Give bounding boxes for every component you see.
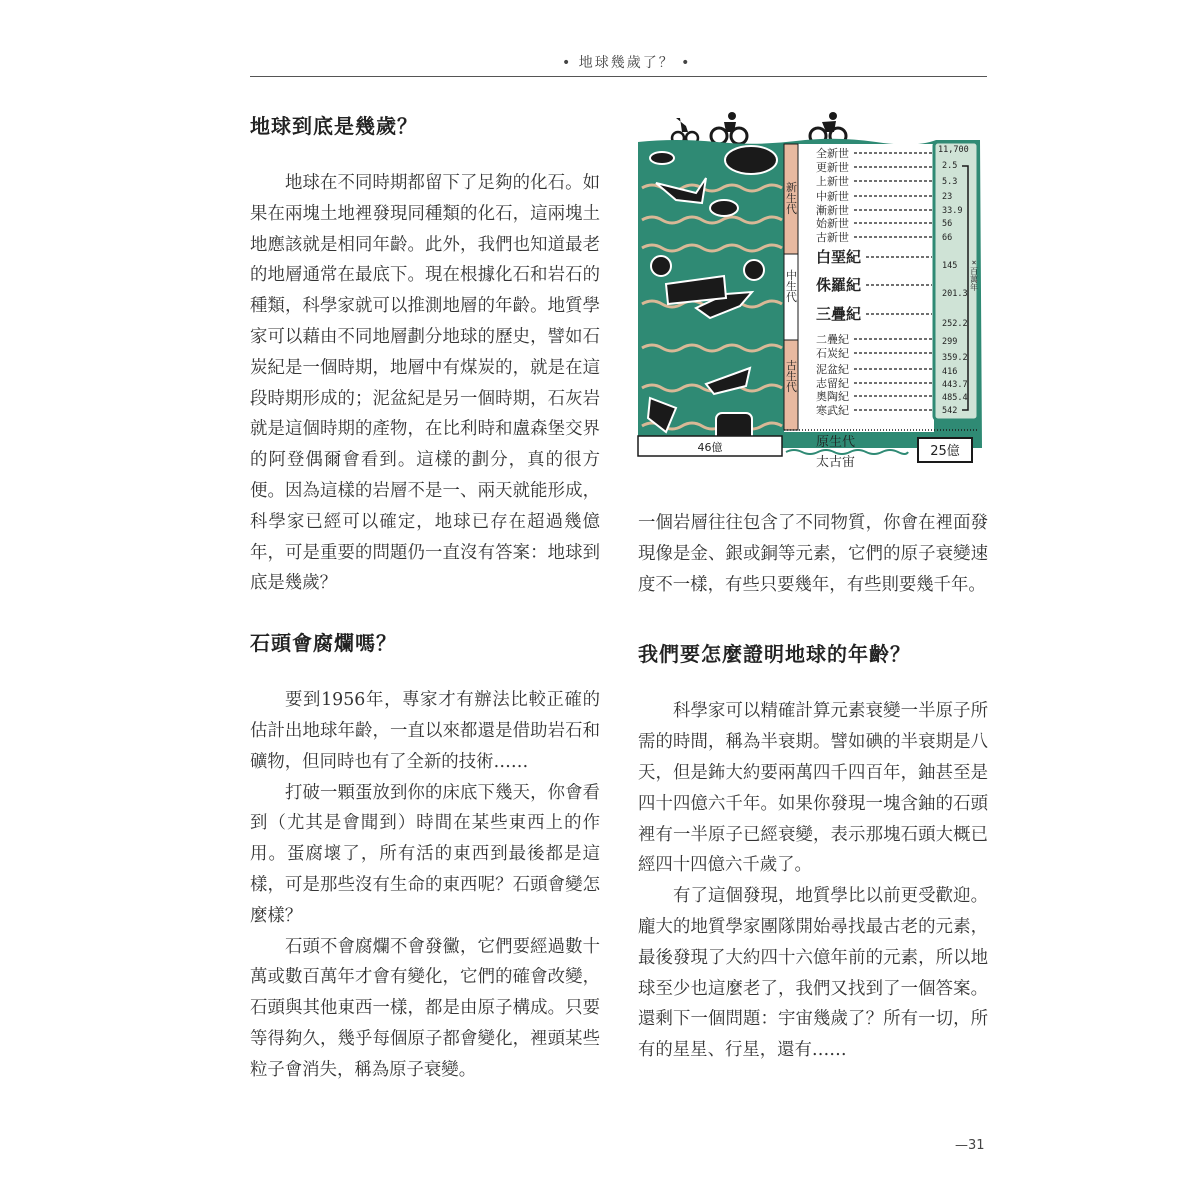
- age-value: 145: [942, 261, 958, 271]
- body-paragraph: 有了這個發現，地質學比以前更受歡迎。龐大的地質學家團隊開始尋找最古老的元素，最後發現了大約四十六億年前的元素，所以地球至少也這麼老了，我們又找到了一個答案。還剩下一個問題：宇宙幾歲了？所有一切，所有的星星、行星，還有……: [638, 886, 988, 1061]
- shell-fossil-icon: [744, 260, 764, 280]
- period-label: 志留紀: [816, 377, 849, 390]
- period-label: 侏羅紀: [816, 276, 862, 294]
- period-label: 石炭紀: [816, 347, 849, 360]
- running-title: • 地球幾歲了？ •: [562, 55, 692, 71]
- cyclist-icon: [711, 112, 747, 144]
- period-label: 奧陶紀: [816, 390, 849, 403]
- section-heading-rocks-rot: 石頭會腐爛嗎？: [250, 631, 397, 656]
- age-value: 416: [942, 367, 958, 377]
- period-label: 寒武紀: [816, 404, 849, 417]
- period-label: 三疊紀: [816, 305, 862, 323]
- age-value: 359.2: [942, 353, 968, 363]
- period-label: 白堊紀: [816, 248, 862, 266]
- body-paragraph: 地球在不同時期都留下了足夠的化石。如果在兩塊土地裡發現同種類的化石，這兩塊土地應該就是相同年齡。此外，我們也知道最老的地層通常在最底下。現在根據化石和岩石的種類，科學家就可以推測地層的年齡。地質學家可以藉由不同地層劃分地球的歷史，譬如石炭紀是一個時期，地層中有煤炭的，就是在這段時期形成的；泥盆紀是另一個時期，石灰岩就是這個時期的產物，在比利時和盧森堡交界的阿登偶爾會看到。這樣的劃分，真的很方便。因為這樣的岩層不是一、兩天就能形成，科學家已經可以確定，地球已存在超過幾億年，可是重要的問題仍一直沒有答案：地球到底是幾歲？: [250, 173, 600, 594]
- epoch-label: 始新世: [816, 217, 849, 230]
- leaf-fossil-icon: [650, 152, 674, 164]
- period-label: 泥盆紀: [816, 363, 849, 376]
- body-paragraph: 要到1956年，專家才有辦法比較正確的估計出地球年齡，一直以來都還是借助岩石和礦物，但同時也有了全新的技術……: [250, 690, 600, 772]
- body-paragraph: 一個岩層往往包含了不同物質，你會在裡面發現像是金、銀或銅等元素，它們的原子衰變速度不一樣，有些只要幾年，有些則要幾千年。: [638, 513, 988, 595]
- age-value: 485.4: [942, 393, 968, 403]
- eon-lower-label: 太古宙: [816, 455, 856, 470]
- age-value: 443.7: [942, 380, 968, 390]
- bottom-age-label: 46億: [697, 441, 723, 454]
- trilobite-fossil-icon: [725, 146, 777, 174]
- eon-upper-label: 原生代: [816, 435, 856, 450]
- age-value: 201.3: [942, 289, 968, 299]
- wavy-arrow: [786, 450, 908, 454]
- epoch-label: 漸新世: [816, 204, 849, 217]
- age-value: 252.2: [942, 319, 968, 329]
- right-column: [638, 508, 988, 1066]
- section-heading-prove-age: 我們要怎麼證明地球的年齡？: [638, 642, 911, 667]
- timescale-svg: [636, 108, 988, 470]
- era-label-mesozoic: 中生代: [784, 269, 798, 303]
- age-value: 56: [942, 219, 953, 229]
- skull-fossil-icon: [710, 200, 738, 216]
- age-value: 542: [942, 406, 958, 416]
- epoch-label: 上新世: [816, 175, 849, 188]
- age-value: 33.9: [942, 206, 963, 216]
- age-value: 66: [942, 233, 953, 243]
- age-value: 2.5: [942, 161, 958, 171]
- epoch-label: 古新世: [816, 231, 849, 244]
- era-label-paleozoic: 古生代: [784, 359, 798, 393]
- epoch-label: 全新世: [816, 147, 849, 160]
- era-label-cenozoic: 新生代: [784, 181, 798, 215]
- period-label: 二疊紀: [816, 333, 849, 346]
- age-value: 23: [942, 192, 953, 202]
- unit-label: ×百萬年: [969, 258, 979, 291]
- age-value: 5.3: [942, 177, 958, 187]
- age-box-label: 25億: [930, 444, 960, 459]
- era-labels: [785, 181, 798, 393]
- page-number: —31: [955, 1138, 985, 1153]
- age-value: 11,700: [938, 145, 969, 155]
- body-paragraph: 打破一顆蛋放到你的床底下幾天，你會看到（尤其是會聞到）時間在某些東西上的作用。蛋腐壞了，所有活的東西到最後都是這樣，可是那些沒有生命的東西呢？石頭會變怎麼樣？: [250, 782, 600, 926]
- age-value: 299: [942, 337, 958, 347]
- body-paragraph: 石頭不會腐爛不會發黴，它們要經過數十萬或數百萬年才會有變化，它們的確會改變，石頭與其他東西一樣，都是由原子構成。只要等得夠久，幾乎每個原子都會變化，裡頭某些粒子會消失，稱為原子衰變。: [250, 936, 600, 1080]
- epoch-label: 更新世: [816, 161, 849, 174]
- geologic-timescale-illustration: [636, 108, 988, 470]
- ammonite-fossil-icon: [651, 256, 671, 276]
- epoch-label: 中新世: [816, 190, 849, 203]
- left-column: [250, 112, 600, 1086]
- section-heading-earth-age: 地球到底是幾歲？: [250, 114, 418, 138]
- running-header: [250, 48, 987, 77]
- body-paragraph: 科學家可以精確計算元素衰變一半原子所需的時間，稱為半衰期。譬如碘的半衰期是八天，但是鈽大約要兩萬四千四百年，鈾甚至是四十四億六千年。如果你發現一塊含鈾的石頭裡有一半原子已經衰變，表示那塊石頭大概已經四十四億六千歲了。: [638, 701, 988, 876]
